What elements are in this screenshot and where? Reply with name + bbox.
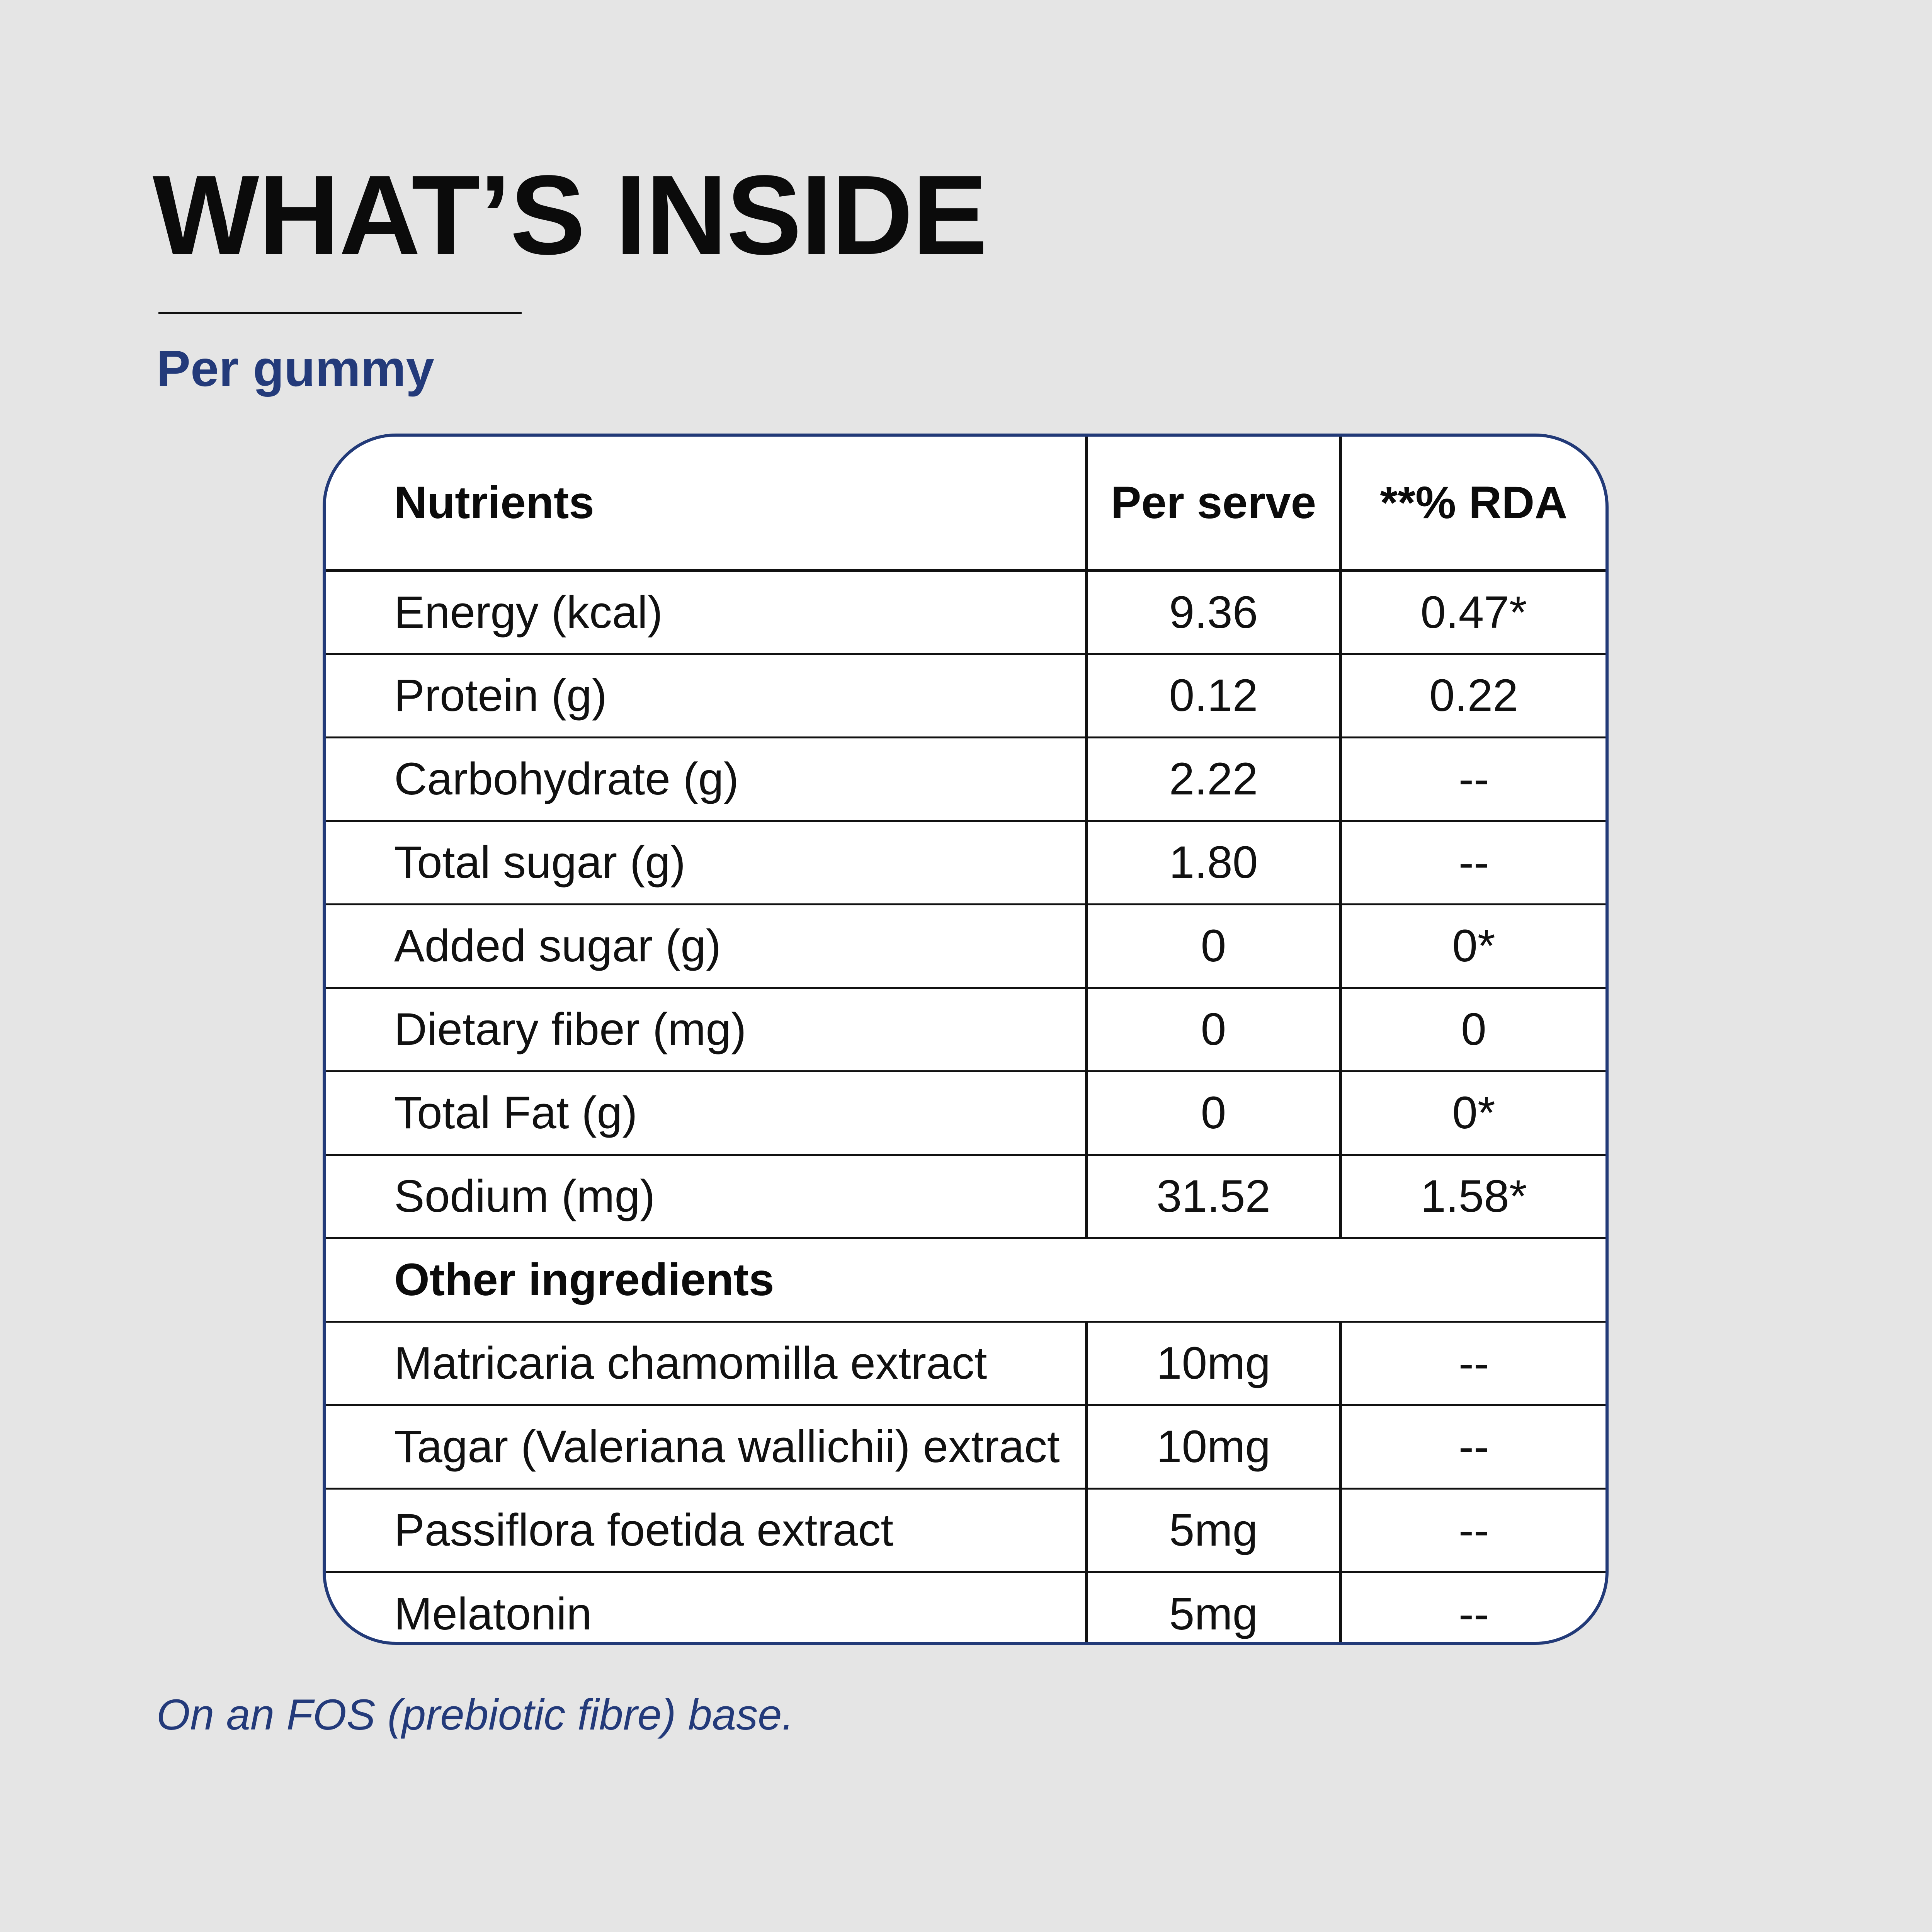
- rda-value: 0*: [1340, 904, 1605, 988]
- rda-value: --: [1340, 737, 1605, 821]
- table-row: [326, 988, 1605, 1071]
- title-underline: [158, 312, 522, 314]
- header-nutrients: Nutrients: [326, 437, 1087, 570]
- table-row: [326, 1321, 1605, 1405]
- nutrient-name: Energy (kcal): [326, 570, 1087, 654]
- per-serve-value: 1.80: [1087, 821, 1340, 904]
- ingredient-name: Tagar (Valeriana wallichii) extract: [326, 1405, 1087, 1488]
- per-serve-value: 2.22: [1087, 737, 1340, 821]
- table-row: [326, 1155, 1605, 1238]
- per-serve-value: 5mg: [1087, 1572, 1340, 1645]
- table-row: [326, 737, 1605, 821]
- per-serve-value: 9.36: [1087, 570, 1340, 654]
- rda-value: --: [1340, 1321, 1605, 1405]
- table-row: [326, 1405, 1605, 1488]
- table-row: [326, 1488, 1605, 1572]
- ingredient-name: Matricaria chamomilla extract: [326, 1321, 1087, 1405]
- header-rda: **% RDA: [1340, 437, 1605, 570]
- per-serve-value: 31.52: [1087, 1155, 1340, 1238]
- table-row: [326, 904, 1605, 988]
- ingredient-name: Melatonin: [394, 1588, 592, 1640]
- other-ingredients-heading: Other ingredients: [326, 1238, 1605, 1321]
- ingredient-name: Passiflora foetida extract: [326, 1488, 1087, 1572]
- table-row: [326, 654, 1605, 737]
- footnote: On an FOS (prebiotic fibre) base.: [156, 1690, 794, 1739]
- nutrition-table-card: [323, 434, 1609, 1645]
- table-row: [326, 570, 1605, 654]
- rda-value: --: [1340, 1405, 1605, 1488]
- per-serve-value: 0.12: [1087, 654, 1340, 737]
- nutrient-name: Carbohydrate (g): [326, 737, 1087, 821]
- nutrient-name: Added sugar (g): [326, 904, 1087, 988]
- per-serve-value: 0: [1087, 904, 1340, 988]
- table-header-row: [326, 437, 1605, 570]
- rda-value: 0: [1340, 988, 1605, 1071]
- nutrient-name: Sodium (mg): [326, 1155, 1087, 1238]
- nutrient-name: Protein (g): [326, 654, 1087, 737]
- page-title: WHAT’S INSIDE: [153, 152, 987, 278]
- rda-value: 0.47*: [1340, 570, 1605, 654]
- header-per-serve: Per serve: [1087, 437, 1340, 570]
- nutrient-name: Dietary fiber (mg): [326, 988, 1087, 1071]
- per-serve-value: 5mg: [1087, 1488, 1340, 1572]
- rda-value: 0.22: [1340, 654, 1605, 737]
- other-ingredients-heading-row: [326, 1238, 1605, 1321]
- nutrient-name: Total sugar (g): [326, 821, 1087, 904]
- per-serve-value: 0: [1087, 988, 1340, 1071]
- rda-value: --: [1340, 1572, 1605, 1645]
- per-serve-value: 10mg: [1087, 1405, 1340, 1488]
- per-serve-value: 10mg: [1087, 1321, 1340, 1405]
- nutrient-name: Total Fat (g): [326, 1071, 1087, 1155]
- serving-label: Per gummy: [156, 340, 434, 397]
- per-serve-value: 0: [1087, 1071, 1340, 1155]
- rda-value: --: [1340, 1488, 1605, 1572]
- nutrition-table: [326, 437, 1605, 1645]
- rda-value: --: [1340, 821, 1605, 904]
- rda-value: 0*: [1340, 1071, 1605, 1155]
- table-row: [326, 1071, 1605, 1155]
- table-row: [326, 821, 1605, 904]
- table-row: [326, 1572, 1605, 1645]
- rda-value: 1.58*: [1340, 1155, 1605, 1238]
